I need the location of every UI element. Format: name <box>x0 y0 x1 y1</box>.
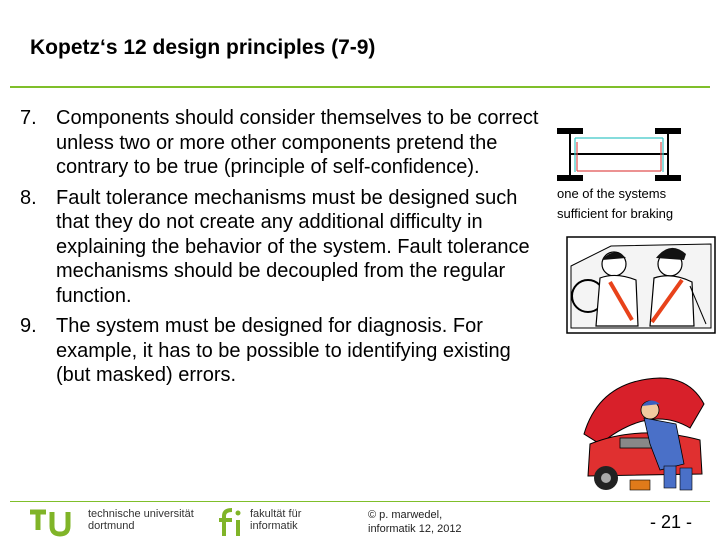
tu-line-1: technische universität <box>88 508 194 520</box>
brake-axle-diagram <box>555 126 690 186</box>
wheel-top-left <box>557 128 583 134</box>
principle-number: 7. <box>20 107 37 129</box>
principle-item-8 <box>20 186 540 309</box>
title-divider <box>10 86 710 88</box>
caption-line-2: sufficient for braking <box>557 206 674 221</box>
diagram-caption <box>557 184 717 224</box>
principle-text: Fault tolerance mechanisms must be designed such that they do not create any additional difficulty in explaining the behavior of the system. Fault tolerance mechanisms should be decoupled from the regular function. <box>56 186 530 307</box>
fi-line-2: informatik <box>250 520 298 532</box>
principles-list <box>20 106 540 394</box>
footer-divider <box>10 501 710 502</box>
slide-title: Kopetz‘s 12 design principles (7-9) <box>30 36 376 59</box>
principle-item-7 <box>20 106 540 180</box>
mechanic-clipart <box>580 374 708 500</box>
wheel-top-right <box>655 128 681 134</box>
principle-text: Components should consider themselves to be correct unless two or more other components pretend the contrary to be true (principle of self-confidence). <box>56 107 539 178</box>
fi-line-1: fakultät für <box>250 508 302 520</box>
principle-number: 9. <box>20 315 37 337</box>
copyright-line-2: informatik 12, 2012 <box>368 523 462 535</box>
fi-logo <box>216 508 248 538</box>
faculty-wordmark <box>250 508 301 532</box>
tu-dortmund-logo <box>28 508 84 538</box>
toolbox <box>630 480 650 490</box>
caption-line-1: one of the systems <box>557 186 667 201</box>
wheel-bottom-right <box>655 175 681 181</box>
copyright-notice <box>368 508 462 536</box>
principle-number: 8. <box>20 186 37 209</box>
principle-item-9 <box>20 314 540 388</box>
tu-dortmund-wordmark <box>88 508 194 532</box>
tu-line-2: dortmund <box>88 520 135 532</box>
wheel-bottom-left <box>557 175 583 181</box>
car-seatbelt-clipart <box>566 236 716 334</box>
principle-text: The system must be designed for diagnosis. For example, it has to be possible to identifying existing (but masked) errors. <box>56 315 511 386</box>
page-number: - 21 - <box>650 512 693 532</box>
copyright-line-1: © p. marwedel, <box>368 509 443 521</box>
